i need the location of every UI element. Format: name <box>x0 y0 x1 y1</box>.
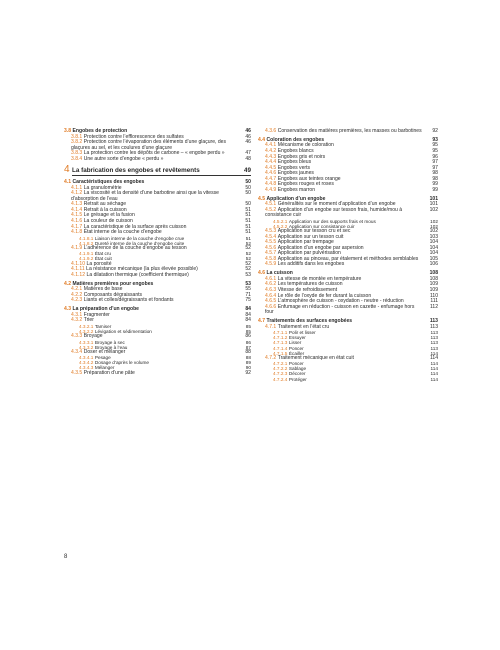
toc-entry-number: 4.4.1 <box>265 142 277 149</box>
toc-entry-number: 4.7.1.1 <box>273 330 288 336</box>
toc-entry-page: 53 <box>245 280 251 287</box>
toc-entry-page: 46 <box>245 128 251 134</box>
toc-entry-number: 4.5.1 <box>265 201 277 208</box>
toc-entry-page: 88 <box>245 348 251 355</box>
toc-entry-page: 111 <box>430 298 438 305</box>
toc-entry-number: 4.3.4.1 <box>79 355 94 361</box>
toc-entry-page: 97 <box>432 164 438 171</box>
toc-entry-number: 3.8.4 <box>71 155 83 162</box>
toc-entry-title: Engobes blancs <box>277 148 314 155</box>
toc-entry-title: L’atmosphère de cuisson - oxydation - neutre - réduction <box>277 298 404 305</box>
toc-entry-number: 4.1.10 <box>71 260 86 267</box>
toc-entry-number: 4.5.2.1 <box>273 218 288 224</box>
toc-entry-page: 86 <box>245 339 251 345</box>
toc-entry-page: 105 <box>429 255 438 262</box>
toc-entry-title: Engobes jaunes <box>277 170 314 177</box>
toc-entry-title: La caractéristique de la surface après cuisson <box>83 223 187 230</box>
toc-entry-number: 4.1.2 <box>71 190 83 197</box>
toc-entry-title: Liants et colles/dégraissants et fondants <box>83 297 174 304</box>
toc-entry-number: 4.1.5 <box>71 212 83 219</box>
toc-entry-number: 4.6.1 <box>265 275 277 282</box>
toc-entry-number: 4.5.9 <box>265 261 277 268</box>
toc-entry-page: 89 <box>245 360 251 366</box>
toc-entry-number: 4.4.5 <box>265 164 277 171</box>
toc-entry-number: 3.8.1 <box>71 133 83 140</box>
toc-entry-title: La préparation d’un engobe <box>72 306 139 313</box>
toc-entry-number: 4.6 <box>258 270 266 277</box>
toc-entry-title: Broyage à l’eau <box>94 344 128 350</box>
toc-entry-title: Matières de base <box>83 286 123 293</box>
toc-entry-number: 4.4.6 <box>265 170 277 177</box>
toc-entry-number: 4.7.2.3 <box>273 371 288 377</box>
toc-entry-number: 4.3.3.2 <box>79 344 94 350</box>
chapter-page: 49 <box>243 167 251 175</box>
toc-entry-title: Traitement en l’état cru <box>277 323 330 330</box>
toc-entry-number: 4.1 <box>64 179 72 186</box>
toc-entry-page: 114 <box>430 376 438 382</box>
toc-entry-page: 106 <box>429 261 438 268</box>
toc-entry-title: Retrait au séchage <box>83 201 127 208</box>
toc-entry-number: 3.8.3 <box>71 150 83 157</box>
toc-entry-page: 52 <box>245 244 251 251</box>
toc-entry <box>258 188 438 194</box>
toc-entry-title: Décorer <box>288 371 306 377</box>
toc-entry-title: Doser et mélanger <box>83 348 126 355</box>
toc-entry-title: Engobes de protection <box>72 128 128 134</box>
toc-entry-number: 4.3.6 <box>265 128 277 134</box>
toc-entry-title: Les additifs dans les engobes <box>277 261 345 268</box>
toc-entry-page: 101 <box>429 201 438 208</box>
toc-entry-title: La couleur de cuisson <box>83 218 133 225</box>
toc-entry-page: 51 <box>245 212 251 219</box>
toc-entry-number: 4.3.5 <box>71 369 83 376</box>
toc-entry-title: État cru <box>94 251 111 257</box>
toc-entry-number: 4.3.4 <box>71 348 83 355</box>
toc-entry-title: Lisser <box>288 340 302 346</box>
toc-entry-page: 92 <box>432 128 438 134</box>
toc-entry-number: 4.3.2.1 <box>79 323 94 329</box>
chapter-number: 4 <box>64 164 70 176</box>
toc-entry-number: 4.4.2 <box>265 148 277 155</box>
toc-entry-page: 71 <box>245 291 251 298</box>
toc-entry-title: Fragmenter <box>83 311 110 318</box>
toc-entry-title: La porosité <box>86 260 112 267</box>
toc-entry-number: 4.5.2.2 <box>273 224 288 230</box>
toc-entry-title: Lévigation et sédimentation <box>94 328 152 334</box>
toc-entry-number: 4.3.3 <box>71 333 83 340</box>
toc-entry-page: 51 <box>245 223 251 230</box>
toc-entry-title: Vitesse de refroidissement <box>277 287 338 294</box>
toc-entry-page: 104 <box>429 239 438 246</box>
toc-entry-title: Pesage <box>94 355 111 361</box>
chapter-title-text: La fabrication des engobes et revêtements <box>72 167 200 175</box>
toc-entry-number: 4.5.2 <box>265 206 277 213</box>
toc-entry-page: 113 <box>430 335 438 341</box>
toc-entry-title: Enfumage en réduction - cuisson en cazette - enfumage hors four <box>265 303 415 316</box>
toc-entry-page: 114 <box>430 361 438 367</box>
toc-entry-page: 90 <box>245 365 251 371</box>
toc-entry-title: Retrait à la cuisson <box>83 206 127 213</box>
toc-entry-page: 51 <box>245 218 251 225</box>
toc-entry-number: 4.6.4 <box>265 292 277 299</box>
toc-entry-page: 93 <box>432 136 438 143</box>
toc-entry-number: 4.3.2 <box>71 317 83 324</box>
toc-entry-title: Engobes bleus <box>277 159 312 166</box>
chapter-heading <box>64 164 251 176</box>
toc-entry-title: Engobes verts <box>277 164 310 171</box>
toc-entry-number: 4.1.4 <box>71 206 83 213</box>
toc-entry-page: 53 <box>245 271 251 278</box>
toc-entry-title: Le grésage et la fusion <box>83 212 135 219</box>
toc-entry-number: 4.2.1 <box>71 286 83 293</box>
toc-entry-number: 4.7.2.4 <box>273 376 288 382</box>
toc-entry-title: Essuyer <box>288 335 306 341</box>
toc-entry-page: 52 <box>245 266 251 273</box>
toc-entry-page: 102 <box>429 206 438 213</box>
toc-entry-number: 4.5.4 <box>265 233 277 240</box>
toc-entry-title: Poncer <box>288 345 304 351</box>
toc-entry-page: 50 <box>245 184 251 191</box>
toc-entry-title: Traitement mécanique en état cuit <box>277 354 354 361</box>
toc-entry-number: 4.2.2 <box>71 291 83 298</box>
toc-entry-number: 4.4 <box>258 136 266 143</box>
toc-entry-page: 46 <box>245 139 251 146</box>
toc-entry-page: 98 <box>432 170 438 177</box>
toc-entry-number: 4.1.12 <box>71 271 86 278</box>
toc-entry <box>64 371 251 377</box>
toc-entry-title: Application par pulvérisation <box>277 250 341 257</box>
toc-entry-page: 87 <box>245 344 251 350</box>
toc-entry-number: 4.5.6 <box>265 244 277 251</box>
toc-entry-title: Poncer <box>288 361 304 367</box>
toc-entry-title: La viscosité et la densité d’une barbotine ainsi que la vitesse d’absorption de l’eau <box>71 190 219 202</box>
toc-entry-title: La dilatation thermique (coefficient thermique) <box>86 271 189 278</box>
toc-entry-number: 4.1.9.2 <box>79 256 94 262</box>
toc-entry-title: État cuit <box>94 256 112 262</box>
toc-entry-number: 3.8.2 <box>71 139 83 146</box>
toc-entry-page: 50 <box>245 190 251 197</box>
toc-entry <box>258 377 438 382</box>
toc-entry-title: Une autre sorte d’engobe « perdu » <box>83 155 164 162</box>
toc-entry-title: Engobes rouges et roses <box>277 181 334 188</box>
toc-entry-page: 96 <box>432 153 438 160</box>
toc-entry-page: 98 <box>432 175 438 182</box>
toc-entry-number: 4.3.1 <box>71 311 83 318</box>
toc-entry-title: Protection contre l’évaporation des éléments d’une glaçure, des glaçures au sel, et les coulures d’une glaçure <box>71 139 226 151</box>
toc-entry-number: 4.4.9 <box>265 186 277 193</box>
toc-entry <box>258 208 438 219</box>
toc-entry-page: 103 <box>429 233 438 240</box>
toc-entry-page: 51 <box>245 229 251 236</box>
toc-entry-number: 4.1.3 <box>71 201 83 208</box>
toc-entry-page: 92 <box>245 369 251 376</box>
toc-entry-number: 4.6.3 <box>265 287 277 294</box>
toc-entry-page: 47 <box>245 150 251 157</box>
toc-entry-title: Application d’un engobe par aspersion <box>277 244 364 251</box>
toc-entry-title: Broyage à sec <box>94 339 125 345</box>
toc-entry-title: Caractéristiques des engobes <box>72 179 145 186</box>
toc-entry-title: Application sur tesson cru et sec <box>277 228 351 235</box>
toc-entry-page: 108 <box>429 270 438 277</box>
toc-entry-page: 50 <box>245 179 251 186</box>
toc-entry-title: Engobes gris et noirs <box>277 153 326 160</box>
page-number: 8 <box>64 554 68 560</box>
toc-entry-number: 4.3.3.1 <box>79 339 94 345</box>
toc-entry-page: 113 <box>430 340 438 346</box>
toc-entry-page: 101 <box>429 195 438 202</box>
toc-entry-page: 114 <box>429 354 438 361</box>
toc-entry-number: 4.7.1.3 <box>273 340 288 346</box>
toc-entry-number: 4.5.5 <box>265 239 277 246</box>
toc-entry-number: 4.5 <box>258 195 266 202</box>
toc-entry-number: 4.7.1.4 <box>273 345 288 351</box>
toc-entry-number: 4.5.7 <box>265 250 277 257</box>
toc-entry-title: Protection contre l’efflorescence des sulfates <box>83 133 184 140</box>
toc-entry-title: La vitesse de montée en température <box>277 275 362 282</box>
toc-entry-page: 84 <box>245 306 251 313</box>
toc-entry-number: 4.7.2 <box>265 354 277 361</box>
toc-entry-title: Conservation des matières premières, les masses ou barbotines <box>277 128 422 134</box>
toc-entry-title: Écailler <box>288 350 305 356</box>
toc-entry-page: 52 <box>245 260 251 267</box>
toc-entry-page: 114 <box>430 366 438 372</box>
toc-entry-number: 4.3 <box>64 306 72 313</box>
toc-entry-title: Application au pinceau, par étalement et méthodes semblables <box>277 255 419 262</box>
toc-entry-page: 85 <box>245 328 251 334</box>
toc-entry-number: 4.4.3 <box>265 153 277 160</box>
toc-entry-number: 4.7 <box>258 318 266 325</box>
toc-entry-page: 113 <box>430 330 438 336</box>
toc-entry-page: 86 <box>245 333 251 340</box>
toc-entry-title: Polir et lisser <box>288 330 316 336</box>
toc-entry-number: 4.5.8 <box>265 255 277 262</box>
toc-entry-page: 102 <box>430 218 438 224</box>
chapter-title <box>72 168 251 176</box>
toc-entry-page: 110 <box>429 292 438 299</box>
toc-entry-page: 55 <box>245 286 251 293</box>
toc-right-column <box>258 129 438 382</box>
toc-entry-title: La résistance mécanique (la plus élevée possible) <box>86 266 198 273</box>
toc-entry-page: 48 <box>245 155 251 162</box>
toc-left-column <box>64 129 251 376</box>
toc-entry-page: 52 <box>245 251 251 257</box>
toc-entry-title: État interne de la couche d’engobe <box>83 229 162 236</box>
toc-entry-page: 95 <box>432 142 438 149</box>
toc-entry-page: 99 <box>432 181 438 188</box>
toc-entry-number: 4.7.1 <box>265 323 277 330</box>
toc-entry-number: 4.5.3 <box>265 228 277 235</box>
toc-entry-page: 104 <box>429 250 438 257</box>
toc-entry-number: 4.1.9 <box>71 244 83 251</box>
toc-entry-title: Coloration des engobes <box>266 136 325 143</box>
toc-entry-title: Application d’un engobe <box>266 195 326 202</box>
toc-entry <box>64 273 251 279</box>
toc-entry-title: Application sur des supports frais et mous <box>288 218 376 224</box>
toc-entry-title: Liaison interne de la couche d’engobe crue <box>94 235 185 241</box>
toc-entry <box>258 129 438 135</box>
toc-entry-title: Application sur un tesson cuit <box>277 233 344 240</box>
toc-entry-page: 113 <box>430 345 438 351</box>
toc-entry-page: 97 <box>432 159 438 166</box>
toc-entry-page: 95 <box>432 148 438 155</box>
toc-entry-page: 52 <box>245 240 251 246</box>
toc-entry-title: Engobes marron <box>277 186 316 193</box>
toc-entry-page: 85 <box>245 323 251 329</box>
toc-entry-number: 4.1.6 <box>71 218 83 225</box>
toc-entry-title: Tamiser <box>94 323 112 329</box>
toc-entry-page: 113 <box>429 323 438 330</box>
toc-entry-number: 4.7.2.1 <box>273 361 288 367</box>
toc-entry-title: Matières premières pour engobes <box>72 280 154 287</box>
toc-entry <box>258 262 438 268</box>
toc-entry-number: 4.2.3 <box>71 297 83 304</box>
toc-entry-number: 4.1.8.1 <box>79 235 94 241</box>
toc-entry-title: Mécanisme de coloration <box>277 142 334 149</box>
toc-entry-page: 104 <box>429 244 438 251</box>
toc-entry-number: 3.8 <box>64 128 72 134</box>
toc-entry-number: 4.6.5 <box>265 298 277 305</box>
toc-entry-number: 4.6.2 <box>265 281 277 288</box>
toc-entry-title: La protection contre les dépôts de carbone – « engobe perdu » <box>83 150 225 157</box>
toc-entry-title: Application sur consistance cuir <box>288 224 355 230</box>
toc-entry-page: 50 <box>245 201 251 208</box>
toc-entry-title: L’adhérence de la couche d’engobe au tesson <box>83 244 187 251</box>
toc-entry-title: Dosage d’après le volume <box>94 360 150 366</box>
toc-entry-title: La granulométrie <box>83 184 122 191</box>
toc-entry-number: 4.7.1.5 <box>273 350 288 356</box>
toc-entry-page: 51 <box>245 206 251 213</box>
toc-entry-number: 4.3.2.2 <box>79 328 94 334</box>
toc-entry-title: Application d’un engobe sur tesson frais, humide/mou à consistance cuir <box>265 206 403 219</box>
toc-entry-title: Application par trempage <box>277 239 334 246</box>
toc-entry-page: 99 <box>432 186 438 193</box>
toc-entry-page: 112 <box>429 303 438 310</box>
toc-entry-title: Le rôle de l’oxyde de fer durant la cuisson <box>277 292 372 299</box>
toc-entry-title: La cuisson <box>266 270 293 277</box>
toc-entry-number: 4.1.11 <box>71 266 85 273</box>
toc-entry-page: 114 <box>430 371 438 377</box>
toc-entry-page: 46 <box>245 133 251 140</box>
toc-entry-page: 88 <box>245 355 251 361</box>
toc-entry-number: 4.1.9.1 <box>79 251 94 257</box>
toc-entry-title: Les températures de cuisson <box>277 281 343 288</box>
toc-entry-title: Trier <box>83 317 94 324</box>
toc-entry-number: 4.1.8 <box>71 229 83 236</box>
toc-entry-number: 4.2 <box>64 280 72 287</box>
toc-entry-page: 51 <box>245 235 251 241</box>
toc-entry-page: 109 <box>429 287 438 294</box>
toc-entry-title: Engobes aux teintes orange <box>277 175 341 182</box>
toc-entry-title: Préparation d’une pâte <box>83 369 135 376</box>
toc-entry-number: 4.4.7 <box>265 175 277 182</box>
toc-entry-number: 4.1.1 <box>71 184 83 191</box>
toc-entry-number: 4.3.4.2 <box>79 360 94 366</box>
toc-entry-page: 113 <box>429 318 438 325</box>
toc-entry-page: 109 <box>429 281 438 288</box>
toc-entry-number: 4.1.7 <box>71 223 83 230</box>
toc-entry-title: Sablage <box>288 366 307 372</box>
toc-entry-title: Broyage <box>83 333 103 340</box>
toc-entry-number: 4.3.4.3 <box>79 365 94 371</box>
toc-entry-page: 84 <box>245 317 251 324</box>
toc-entry-title: Traitements des surfaces engobées <box>266 318 353 325</box>
toc-entry <box>258 305 438 316</box>
toc-entry-title: Dureté interne de la couche d’engobe cuite <box>94 240 185 246</box>
toc-entry <box>64 298 251 304</box>
toc-entry-number: 4.1.8.2 <box>79 240 94 246</box>
toc-entry-number: 4.4.4 <box>265 159 277 166</box>
toc-entry-page: 102 <box>430 224 438 230</box>
toc-entry-page: 52 <box>245 256 251 262</box>
toc-entry-number: 4.7.2.2 <box>273 366 288 372</box>
toc-entry-number: 4.6.6 <box>265 303 277 310</box>
toc-entry-page: 75 <box>245 297 251 304</box>
toc-entry-title: Mélanger <box>94 365 115 371</box>
toc-entry-title: Protéger <box>288 376 307 382</box>
toc-entry-page: 108 <box>429 275 438 282</box>
toc-entry <box>64 157 251 163</box>
toc-entry-title: Composants dégraissants <box>83 291 143 298</box>
toc-entry-title: Généralités sur le moment d’application d’un engobe <box>277 201 396 208</box>
toc-entry-page: 102 <box>429 228 438 235</box>
toc-entry-number: 4.4.8 <box>265 181 277 188</box>
toc-entry-page: 114 <box>430 350 438 356</box>
toc-entry-number: 4.7.1.2 <box>273 335 288 341</box>
toc-entry-page: 84 <box>245 311 251 318</box>
